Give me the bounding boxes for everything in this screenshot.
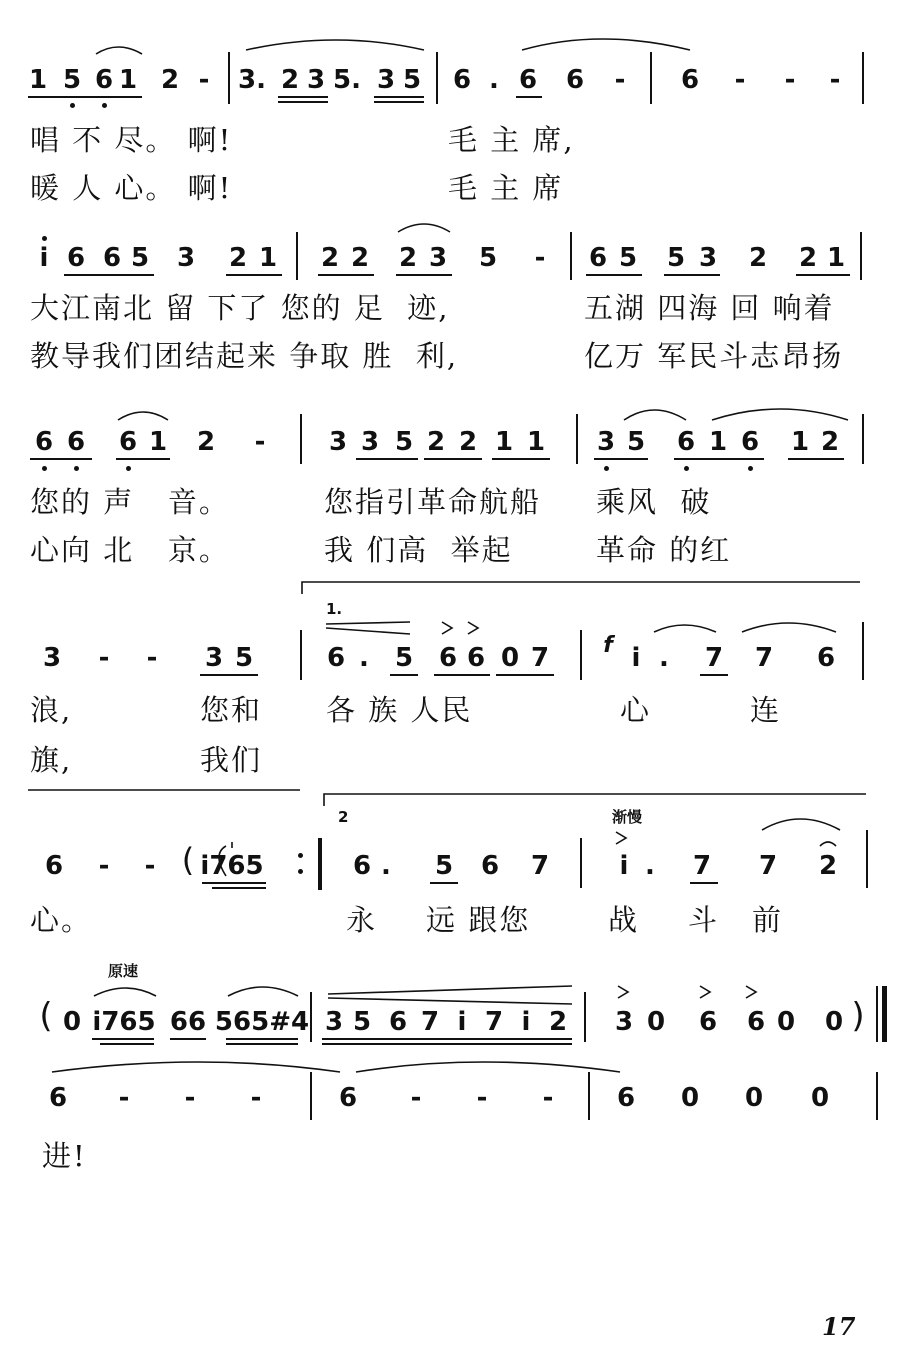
note: 6 <box>66 427 86 457</box>
lyric-line: 各 族 人民 <box>326 693 473 727</box>
slur <box>742 623 836 632</box>
lyric-line: 我 们高 举起 <box>324 533 513 567</box>
note-group: i765 <box>200 851 264 881</box>
lyric-line: 旗, <box>30 743 73 777</box>
ending-bracket <box>324 794 866 806</box>
slur <box>94 988 156 996</box>
note: 1 <box>790 427 810 457</box>
lyric-line: 心。 <box>30 903 93 937</box>
lyric-line: 前 <box>752 903 784 937</box>
crescendo-mark <box>328 998 572 1004</box>
note: 3 <box>360 427 380 457</box>
note: 1 <box>258 243 278 273</box>
tie <box>52 1062 340 1072</box>
note: - <box>144 851 156 881</box>
note: - <box>534 243 546 273</box>
note: 3 <box>204 643 224 673</box>
note: 1 <box>28 65 48 95</box>
slur <box>96 47 142 54</box>
note: 1 <box>118 65 138 95</box>
note: 6 <box>518 65 538 95</box>
dynamic-mark: f <box>603 633 613 658</box>
note: 6 <box>44 851 64 881</box>
note: - <box>198 65 210 95</box>
lyric-line: 乘风 破 <box>596 485 712 519</box>
note: - <box>476 1083 488 1113</box>
note: - <box>542 1083 554 1113</box>
lyric-line: 连 <box>750 693 782 727</box>
note: 2 <box>320 243 340 273</box>
tie <box>356 1062 620 1072</box>
note: 2 <box>196 427 216 457</box>
lyric-line: 您指引革命航船 <box>324 485 542 519</box>
note: 2 <box>228 243 248 273</box>
note: 5 <box>402 65 422 95</box>
note: 6 <box>34 427 54 457</box>
note: 6 <box>118 427 138 457</box>
note: i <box>457 1007 467 1037</box>
note: 6 <box>452 65 472 95</box>
first-ending-mark: 1. <box>326 600 343 618</box>
accent-mark <box>442 622 452 634</box>
accent-mark <box>700 986 710 998</box>
close-paren: ) <box>851 996 865 1036</box>
note: 6 <box>680 65 700 95</box>
note: 3 <box>324 1007 344 1037</box>
note: 6 <box>352 851 372 881</box>
note: 0 <box>776 1007 796 1037</box>
accent-mark <box>468 622 478 634</box>
note: 7 <box>692 851 712 881</box>
note: 3 <box>328 427 348 457</box>
note: 7 <box>754 643 774 673</box>
note: - <box>829 65 841 95</box>
tempo-mark: 原速 <box>108 962 139 980</box>
lyric-line: 大江南北 留 下了 您的 足 迹, <box>30 291 450 325</box>
note: 2 <box>280 65 300 95</box>
note: 7 <box>704 643 724 673</box>
note: 5 <box>666 243 686 273</box>
note: 3 <box>306 65 326 95</box>
note: 6 <box>698 1007 718 1037</box>
note: 5 <box>618 243 638 273</box>
note: 5 <box>130 243 150 273</box>
note: 7 <box>530 643 550 673</box>
note: 6 <box>66 243 86 273</box>
note: 6 <box>466 643 486 673</box>
note: 3. <box>238 65 266 95</box>
note-group: i765 <box>92 1007 156 1037</box>
note: 5. <box>333 65 361 95</box>
note: 5 <box>394 427 414 457</box>
note: 5 <box>434 851 454 881</box>
crescendo-mark <box>326 622 410 624</box>
note: - <box>250 1083 262 1113</box>
slur <box>522 39 690 50</box>
note: 6 <box>388 1007 408 1037</box>
note: 2 <box>160 65 180 95</box>
lyric-line: 战 <box>608 903 640 937</box>
lyric-line: 斗 <box>688 903 720 937</box>
note: 2 <box>398 243 418 273</box>
note: 6 <box>94 65 114 95</box>
note: 2 <box>798 243 818 273</box>
note: 7 <box>758 851 778 881</box>
note: 6 <box>588 243 608 273</box>
note: 7 <box>484 1007 504 1037</box>
note: 0 <box>62 1007 82 1037</box>
note: 5 <box>62 65 82 95</box>
note-group: 565#4 <box>214 1007 310 1037</box>
lyric-line: 亿万 军民斗志昂扬 <box>584 339 844 373</box>
note: 2 <box>818 851 838 881</box>
slur <box>762 819 840 830</box>
lyric-line: 心向 北 京。 <box>30 533 230 567</box>
note: - <box>98 851 110 881</box>
lyric-line: 远 跟您 <box>426 903 531 937</box>
note: 6 <box>565 65 585 95</box>
note: 3 <box>698 243 718 273</box>
note-group: 66 <box>169 1007 207 1037</box>
note: - <box>410 1083 422 1113</box>
note: 0 <box>646 1007 666 1037</box>
lyric-line: 进! <box>42 1139 87 1173</box>
lyric-line: 您和 <box>200 693 263 727</box>
note: 2 <box>748 243 768 273</box>
note: 0 <box>824 1007 844 1037</box>
note: . <box>489 65 499 95</box>
lyric-line: 我们 <box>200 743 263 777</box>
accent-mark <box>616 832 626 844</box>
note: - <box>146 643 158 673</box>
note: 3 <box>176 243 196 273</box>
crescendo-mark <box>328 986 572 994</box>
slur <box>624 410 686 420</box>
lyric-line: 唱 不 尽。 啊! <box>30 123 233 157</box>
lyric-line: 毛 主 席, <box>448 123 575 157</box>
accent-mark <box>618 986 628 998</box>
note: - <box>784 65 796 95</box>
lyric-line: 革命 的红 <box>596 533 732 567</box>
slur <box>712 409 848 420</box>
note: 1 <box>826 243 846 273</box>
slur <box>246 40 424 50</box>
note: 6 <box>48 1083 68 1113</box>
note: 2 <box>548 1007 568 1037</box>
note: 6 <box>740 427 760 457</box>
lyric-line: 您的 声 音。 <box>30 485 230 519</box>
open-paren: ( <box>181 841 195 879</box>
note: 0 <box>810 1083 830 1113</box>
lyric-line: 毛 主 席 <box>448 171 564 205</box>
note: . <box>659 643 669 673</box>
note: 6 <box>480 851 500 881</box>
note: - <box>184 1083 196 1113</box>
note: - <box>98 643 110 673</box>
note: - <box>614 65 626 95</box>
note: 2 <box>458 427 478 457</box>
note: . <box>645 851 655 881</box>
note: 3 <box>376 65 396 95</box>
note: 2 <box>350 243 370 273</box>
lyric-line: 教导我们团结起来 争取 胜 利, <box>30 339 459 373</box>
note: 2 <box>426 427 446 457</box>
note: 0 <box>500 643 520 673</box>
note: - <box>734 65 746 95</box>
lyric-line: 浪, <box>30 693 73 727</box>
note: 6 <box>326 643 346 673</box>
open-paren: ( <box>39 996 53 1036</box>
lyric-line: 暖 人 心。 啊! <box>30 171 233 205</box>
note: i <box>521 1007 531 1037</box>
fermata <box>820 842 836 846</box>
note: 1 <box>494 427 514 457</box>
note: 5 <box>478 243 498 273</box>
tempo-mark: 渐慢 <box>612 808 643 826</box>
note: 5 <box>352 1007 372 1037</box>
second-ending-mark: 2 <box>338 808 349 826</box>
note: 6 <box>102 243 122 273</box>
note: 6 <box>676 427 696 457</box>
slur <box>654 625 716 632</box>
note: 5 <box>394 643 414 673</box>
ending-bracket <box>302 582 860 594</box>
note: . <box>359 643 369 673</box>
lyric-line: 永 <box>346 903 378 937</box>
crescendo-mark <box>326 628 410 634</box>
note: 3 <box>428 243 448 273</box>
note: 2 <box>820 427 840 457</box>
note: 5 <box>626 427 646 457</box>
note: 6 <box>438 643 458 673</box>
note: 6 <box>616 1083 636 1113</box>
accent-mark <box>746 986 756 998</box>
note: 6 <box>338 1083 358 1113</box>
slur <box>398 224 450 232</box>
note: - <box>254 427 266 457</box>
lyric-line: 心 <box>620 693 652 727</box>
note: . <box>381 851 391 881</box>
note: i <box>619 851 629 881</box>
note: 0 <box>744 1083 764 1113</box>
note: 1 <box>708 427 728 457</box>
lyric-line: 五湖 四海 回 响着 <box>584 291 835 325</box>
note: 7 <box>530 851 550 881</box>
bracket-mark <box>219 842 232 876</box>
note: 5 <box>234 643 254 673</box>
note: 1 <box>526 427 546 457</box>
note: 3 <box>614 1007 634 1037</box>
slur <box>228 987 298 996</box>
note: 6 <box>816 643 836 673</box>
note: 3 <box>42 643 62 673</box>
note: 6 <box>746 1007 766 1037</box>
note: 7 <box>420 1007 440 1037</box>
page-number: 17 <box>822 1312 856 1341</box>
note: i <box>631 643 641 673</box>
note: 1 <box>148 427 168 457</box>
note: - <box>118 1083 130 1113</box>
note: i <box>39 243 49 273</box>
note: 3 <box>596 427 616 457</box>
slur <box>118 412 168 420</box>
note: 0 <box>680 1083 700 1113</box>
